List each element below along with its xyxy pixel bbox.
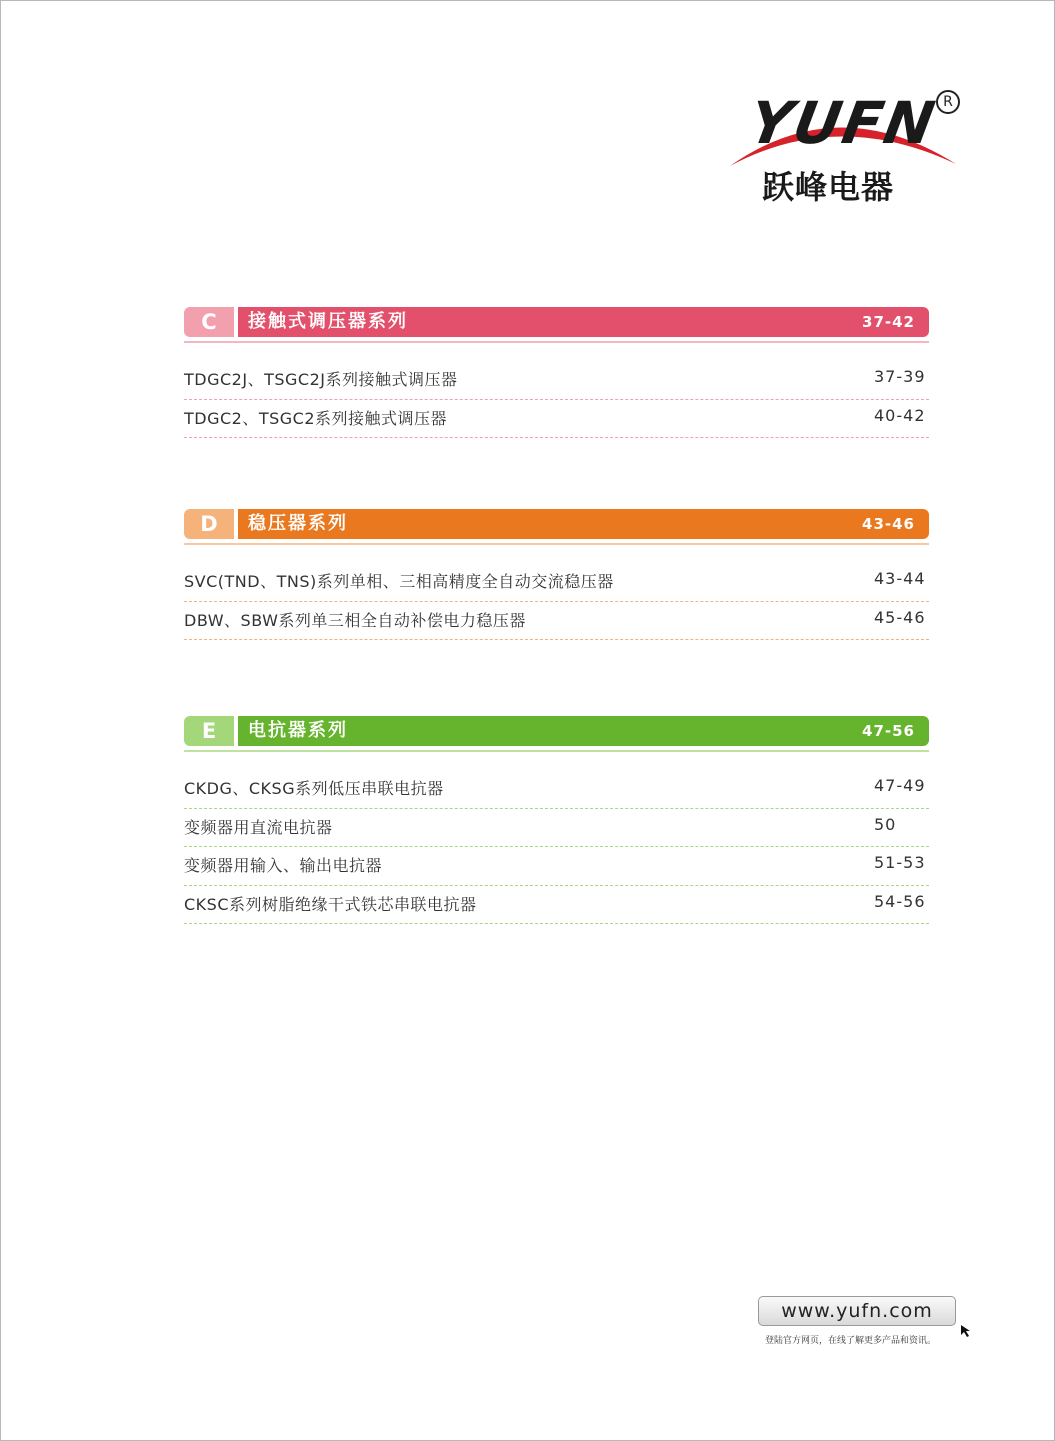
toc-list [184, 770, 929, 924]
section-title-bar [238, 716, 929, 746]
brand-logo [728, 88, 968, 208]
section-underline [184, 341, 929, 343]
toc-item-title: SVC(TND、TNS)系列单相、三相高精度全自动交流稳压器 [184, 572, 614, 591]
toc-item[interactable] [184, 770, 929, 809]
toc-item-title: CKSC系列树脂绝缘干式铁芯串联电抗器 [184, 894, 477, 914]
section-e [184, 716, 929, 914]
toc-item[interactable] [184, 886, 929, 925]
toc-item[interactable] [184, 563, 929, 602]
section-letter: E [184, 716, 234, 746]
toc-item-pages: 47-49 [874, 776, 926, 795]
toc-list [184, 361, 929, 438]
toc-item-title: 变频器用直流电抗器 [184, 817, 333, 837]
toc-item-pages: 43-44 [874, 569, 926, 588]
section-d [184, 509, 929, 630]
toc-item-pages: 51-53 [874, 853, 926, 872]
registered-mark-icon: R [936, 90, 960, 114]
section-title: 电抗器系列 [248, 720, 348, 741]
toc-item[interactable] [184, 809, 929, 848]
section-letter: D [184, 509, 234, 539]
toc-item-pages: 45-46 [874, 607, 926, 627]
toc-item-title: 变频器用输入、输出电抗器 [184, 856, 383, 875]
section-letter: C [184, 307, 234, 337]
toc-item-title: CKDG、CKSG系列低压串联电抗器 [184, 779, 444, 798]
section-header-bar [184, 509, 929, 539]
toc-item[interactable] [184, 847, 929, 886]
website-caption: 登陆官方网页，在线了解更多产品和资讯。 [765, 1336, 937, 1346]
section-page-range: 43-46 [862, 515, 915, 533]
toc-item-pages: 37-39 [874, 367, 926, 386]
logo-company-name: 跃峰电器 [762, 168, 895, 206]
toc-item-pages: 40-42 [874, 405, 926, 425]
section-title-bar [238, 307, 929, 337]
logo-wordmark: YUFN [744, 89, 942, 157]
section-title: 接触式调压器系列 [248, 311, 408, 332]
section-header-bar [184, 716, 929, 746]
section-page-range: 47-56 [862, 722, 915, 740]
section-underline [184, 750, 929, 752]
cursor-arrow-icon [960, 1324, 972, 1338]
toc-item[interactable] [184, 400, 929, 439]
section-header-bar [184, 307, 929, 337]
toc-item-pages: 54-56 [874, 891, 926, 911]
toc-item-title: TDGC2J、TSGC2J系列接触式调压器 [184, 370, 458, 389]
website-link-button[interactable]: www.yufn.com [758, 1296, 956, 1326]
section-title-bar [238, 509, 929, 539]
toc-list [184, 563, 929, 640]
section-title: 稳压器系列 [248, 513, 348, 534]
toc-item-pages: 50 [874, 814, 897, 834]
toc-item-title: DBW、SBW系列单三相全自动补偿电力稳压器 [184, 610, 526, 630]
toc-item-title: TDGC2、TSGC2系列接触式调压器 [184, 408, 448, 428]
section-page-range: 37-42 [862, 313, 915, 331]
section-c [184, 307, 929, 428]
toc-item[interactable] [184, 361, 929, 400]
section-underline [184, 543, 929, 545]
toc-item[interactable] [184, 602, 929, 641]
